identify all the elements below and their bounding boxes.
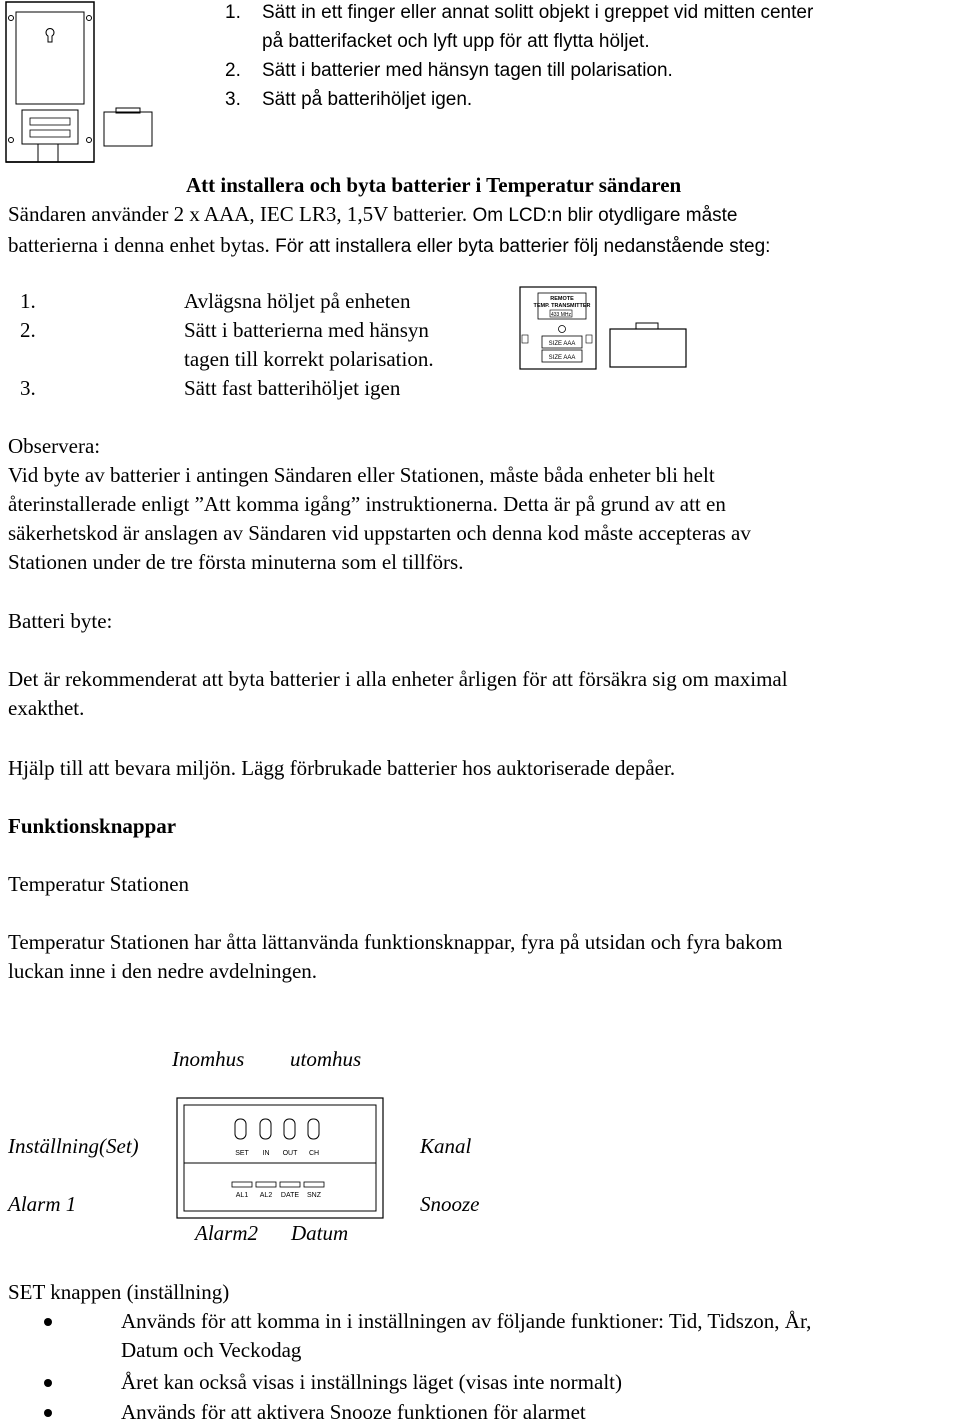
transmitter-heading: Att installera och byta batterier i Temperatur sändaren — [186, 173, 682, 197]
button-panel-diagram — [176, 1097, 386, 1219]
top-step-2: 2. Sätt i batterier med hänsyn tagen till polarisation. — [225, 60, 673, 81]
button-al1: AL1 — [235, 1192, 249, 1199]
label-alarm1: Alarm 1 — [8, 1192, 77, 1216]
transmitter-step-2: 2. Sätt i batterierna med hänsyn tagen till korrekt polarisation. — [20, 318, 434, 371]
battery-para-2: Hjälp till att bevara miljön. Lägg förbrukade batterier hos auktoriserade depåer. — [8, 756, 676, 780]
label-channel: Kanal — [420, 1134, 472, 1158]
transmitter-para: Sändaren använder 2 x AAA, IEC LR3, 1,5V batterier. Om LCD:n blir otydligare måste batterierna i denna enhet bytas. För att installera eller byta batterier följ nedanstående steg: — [8, 202, 771, 257]
note-section: Observera: Vid byte av batterier i antingen Sändaren eller Stationen, måste båda enheter bli helt återinstallerade enligt ”Att komma igång” instruktionerna. Detta är på grund av att en säkerhetskod är anslagen av Sändaren vid uppstarten och denna kod måste accepteras av Stationen under de tre första minuterna som el tillförs. — [8, 432, 958, 577]
transmitter-label-3: 433 MHz — [550, 312, 572, 318]
bottom-button-row — [232, 1182, 324, 1199]
transmitter-label-2: TEMP. TRANSMITTER — [533, 303, 591, 309]
bullet-dot-2 — [44, 1379, 52, 1387]
note-title: Observera: — [8, 434, 101, 458]
station-back-diagram — [0, 0, 160, 172]
button-out: OUT — [282, 1150, 298, 1157]
top-step-3: 3. Sätt på batterihöljet igen. — [225, 89, 473, 110]
label-set: Inställning(Set) — [8, 1134, 139, 1158]
button-snz: SNZ — [307, 1192, 321, 1199]
bullet-dot-3 — [44, 1409, 52, 1417]
top-steps — [225, 0, 955, 114]
button-in: IN — [262, 1150, 270, 1157]
label-snooze: Snooze — [420, 1192, 480, 1216]
battery-label-2: SIZE AAA — [548, 355, 576, 361]
transmitter-label-1: REMOTE — [550, 296, 574, 302]
button-ch: CH — [308, 1150, 320, 1157]
label-alarm2: Alarm2 — [195, 1221, 258, 1245]
set-bullet-3: Används för att aktivera Snooze funktionen för alarmet — [121, 1400, 586, 1424]
label-indoor: Inomhus — [172, 1047, 245, 1071]
set-bullet-1: Används för att komma in i inställningen av följande funktioner: Tid, Tidszon, År, Datum och Veckodag — [121, 1309, 812, 1362]
battery-label-1: SIZE AAA — [548, 341, 576, 347]
top-button-row — [235, 1119, 319, 1157]
transmitter-step-1: 1. Avlägsna höljet på enheten — [20, 289, 411, 313]
label-outdoor: utomhus — [290, 1047, 362, 1071]
set-button-title: SET knappen (inställning) — [8, 1280, 230, 1304]
battery-para-1: Det är rekommenderat att byta batterier i alla enheter årligen för att försäkra sig om maximal exakthet. — [8, 667, 788, 720]
functions-subheading: Temperatur Stationen — [8, 872, 190, 896]
button-al2: AL2 — [259, 1192, 273, 1199]
top-step-1: 1. Sätt in ett finger eller annat solitt objekt i greppet vid mitten center på batterifacket och lyft upp för att flytta höljet. — [225, 2, 814, 52]
functions-para: Temperatur Stationen har åtta lättanvända funktionsknappar, fyra på utsidan och fyra bakom luckan inne i den nedre avdelningen. — [8, 930, 783, 983]
battery-title: Batteri byte: — [8, 609, 113, 633]
transmitter-diagram — [518, 285, 698, 371]
set-bullet-2: Året kan också visas i inställnings läget (visas inte normalt) — [121, 1370, 622, 1394]
transmitter-step-3: 3. Sätt fast batterihöljet igen — [20, 376, 401, 400]
set-bullet-list — [0, 1307, 960, 1427]
functions-heading: Funktionsknappar — [8, 814, 177, 838]
button-date: DATE — [280, 1192, 300, 1199]
button-set: SET — [235, 1150, 249, 1157]
bullet-dot-1 — [44, 1318, 52, 1326]
transmitter-steps — [20, 287, 500, 403]
label-date: Datum — [291, 1221, 349, 1245]
